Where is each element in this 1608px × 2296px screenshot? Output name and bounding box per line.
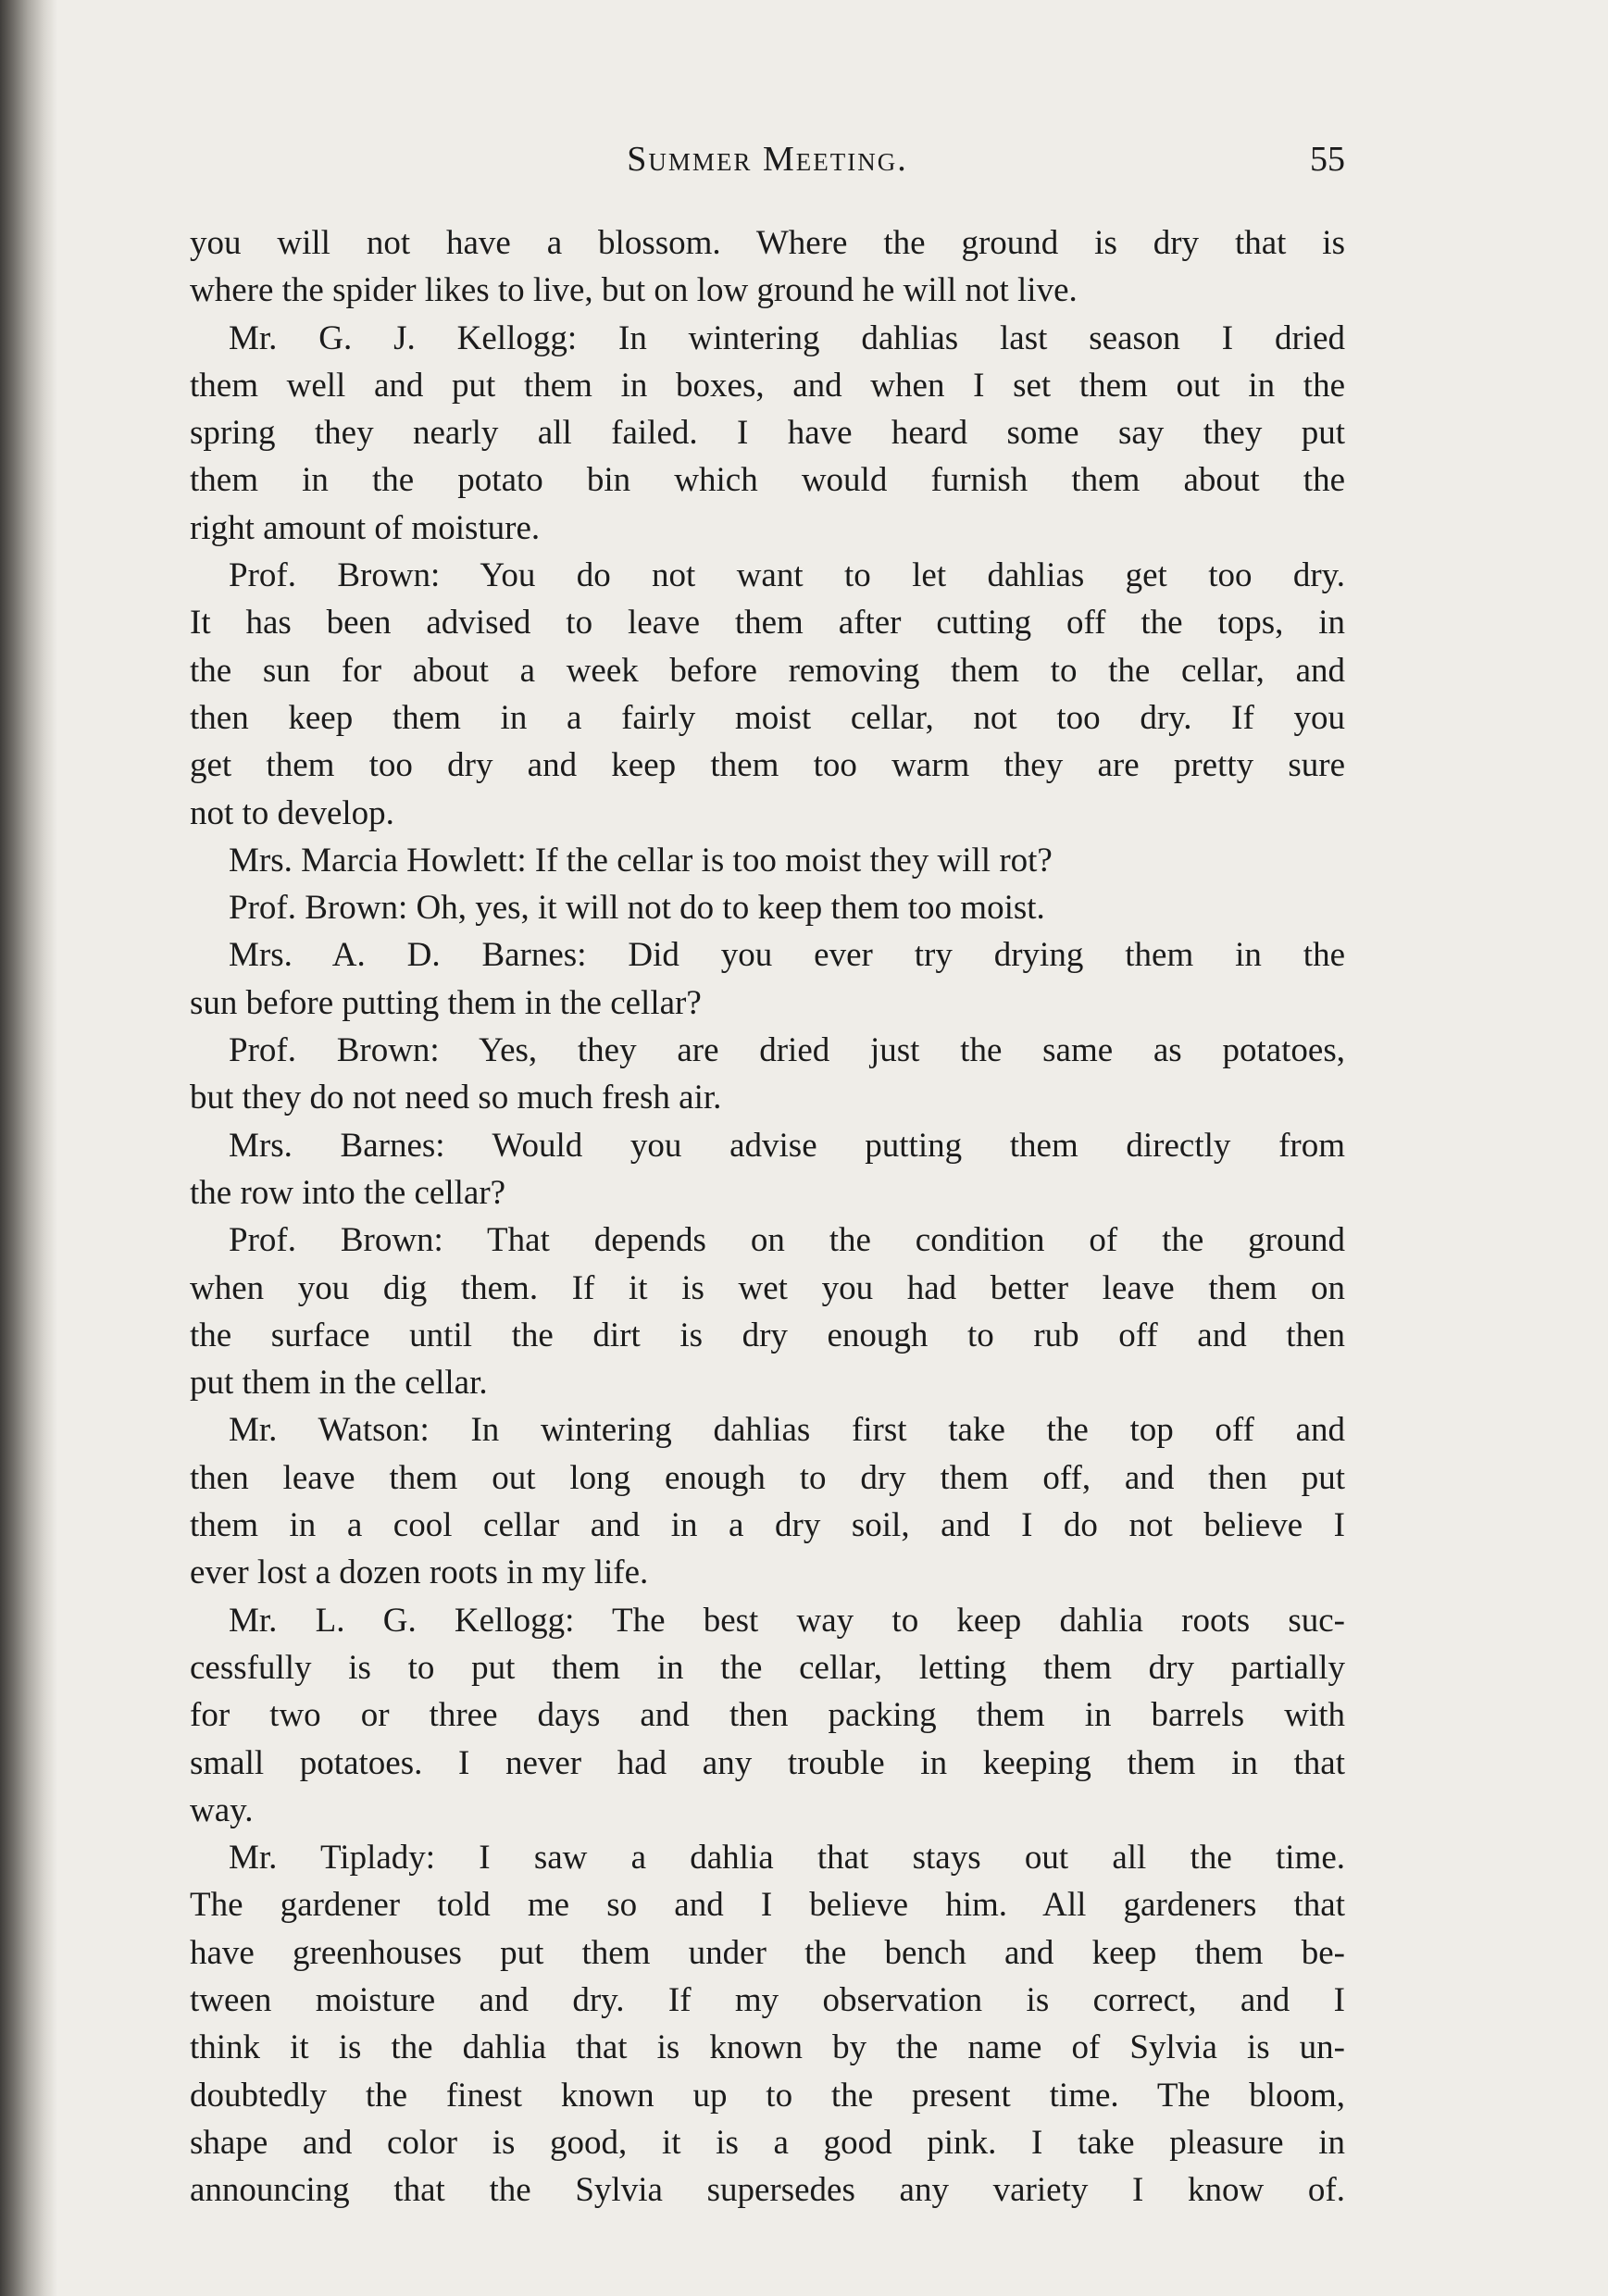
text-line: Mr. Tiplady: I saw a dahlia that stays out all the time. <box>229 1839 1345 1878</box>
text-line: right amount of moisture. <box>190 508 541 547</box>
text-line: Prof. Brown: Yes, they are dried just the same as potatoes, <box>229 1031 1345 1070</box>
text-line: them in a cool cellar and in a dry soil, and I do not believe I <box>190 1506 1345 1545</box>
text-line: them well and put them in boxes, and when I set them out in the <box>190 366 1345 405</box>
text-line: have greenhouses put them under the bench and keep them be- <box>190 1933 1345 1972</box>
running-head <box>190 130 1345 194</box>
text-line: for two or three days and then packing them in barrels with <box>190 1696 1345 1735</box>
body-text <box>190 219 1345 2214</box>
text-line: sun before putting them in the cellar? <box>190 983 702 1022</box>
text-line: small potatoes. I never had any trouble in keeping them in that <box>190 1743 1345 1782</box>
text-line: Prof. Brown: That depends on the condition of the ground <box>229 1221 1345 1260</box>
text-line: announcing that the Sylvia supersedes any variety I know of. <box>190 2171 1345 2210</box>
text-line: then keep them in a fairly moist cellar, not too dry. If you <box>190 698 1345 737</box>
text-line: way. <box>190 1791 254 1829</box>
text-line: shape and color is good, it is a good pink. I take pleasure in <box>190 2123 1345 2162</box>
text-line: Mrs. Marcia Howlett: If the cellar is too moist they will rot? <box>229 841 1053 880</box>
page-number: 55 <box>1310 140 1345 179</box>
text-line: put them in the cellar. <box>190 1364 488 1403</box>
text-line: Mrs. A. D. Barnes: Did you ever try drying them in the <box>229 936 1345 975</box>
text-line: spring they nearly all failed. I have heard some say they put <box>190 414 1345 453</box>
text-line: Mr. G. J. Kellogg: In wintering dahlias last season I dried <box>229 318 1345 357</box>
text-line: you will not have a blossom. Where the ground is dry that is <box>190 224 1345 262</box>
text-line: ever lost a dozen roots in my life. <box>190 1554 649 1592</box>
text-line: Mr. L. G. Kellogg: The best way to keep dahlia roots suc- <box>229 1601 1345 1640</box>
text-line: Mrs. Barnes: Would you advise putting them directly from <box>229 1126 1345 1165</box>
text-line: cessfully is to put them in the cellar, letting them dry partially <box>190 1648 1345 1687</box>
text-line: but they do not need so much fresh air. <box>190 1079 722 1117</box>
text-line: tween moisture and dry. If my observation is correct, and I <box>190 1980 1345 2019</box>
text-line: Prof. Brown: You do not want to let dahlias get too dry. <box>229 556 1345 595</box>
text-line: think it is the dahlia that is known by the name of Sylvia is un- <box>190 2028 1345 2067</box>
text-line: not to develop. <box>190 793 394 832</box>
text-line: where the spider likes to live, but on low ground he will not live. <box>190 271 1078 310</box>
text-line: the surface until the dirt is dry enough to rub off and then <box>190 1316 1345 1354</box>
text-line: get them too dry and keep them too warm they are pretty sure <box>190 746 1345 785</box>
text-line: the sun for about a week before removing them to the cellar, and <box>190 651 1345 690</box>
text-line: then leave them out long enough to dry them off, and then put <box>190 1458 1345 1497</box>
text-line: when you dig them. If it is wet you had better leave them on <box>190 1268 1345 1307</box>
text-line: the row into the cellar? <box>190 1173 506 1212</box>
text-line: Prof. Brown: Oh, yes, it will not do to keep them too moist. <box>229 889 1045 928</box>
text-line: It has been advised to leave them after cutting off the tops, in <box>190 604 1345 643</box>
running-title: Summer Meeting. <box>627 140 908 179</box>
text-line: The gardener told me so and I believe him. All gardeners that <box>190 1886 1345 1925</box>
text-line: doubtedly the finest known up to the present time. The bloom, <box>190 2076 1345 2115</box>
text-line: Mr. Watson: In wintering dahlias first take the top off and <box>229 1411 1345 1450</box>
text-line: them in the potato bin which would furnish them about the <box>190 461 1345 500</box>
book-page <box>190 0 1345 2296</box>
binding-shadow <box>0 0 57 2296</box>
